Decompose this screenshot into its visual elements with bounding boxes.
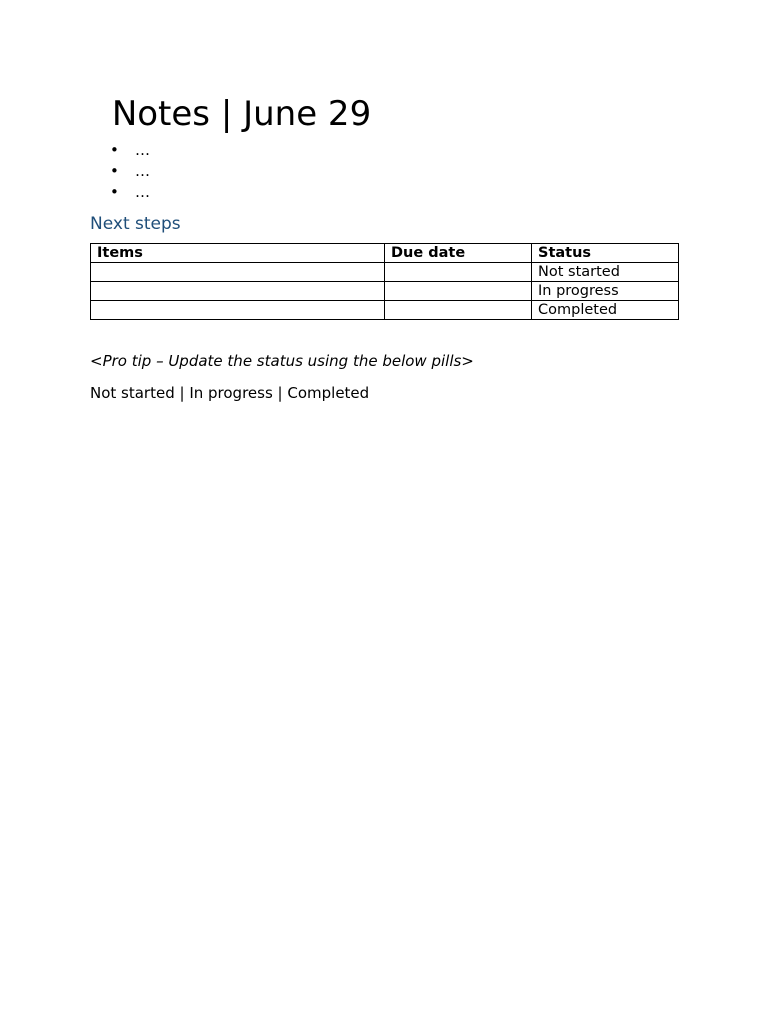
list-item-text: …: [135, 162, 150, 180]
item-cell[interactable]: [91, 301, 385, 320]
status-pills-line[interactable]: Not started | In progress | Completed: [90, 384, 370, 402]
column-header-due-date: Due date: [385, 244, 532, 263]
status-label: In progress: [538, 283, 619, 299]
status-label: Completed: [538, 302, 618, 318]
status-cell[interactable]: [532, 301, 679, 320]
pro-tip-text: <Pro tip – Update the status using the below pills>: [90, 352, 474, 370]
item-cell[interactable]: [91, 263, 385, 282]
due-date-cell[interactable]: [385, 282, 532, 301]
page-title-text: Notes | June 29: [111, 94, 372, 134]
bullet-list: [90, 140, 150, 203]
list-item-text: …: [135, 141, 150, 159]
bullet-icon: •: [110, 183, 119, 201]
next-steps-table: [90, 243, 679, 320]
table-row: [91, 301, 679, 320]
bullet-icon: •: [110, 141, 119, 159]
list-item-text: …: [135, 183, 150, 201]
section-heading: Next steps: [90, 214, 181, 234]
list-item[interactable]: [90, 182, 150, 203]
status-cell[interactable]: [532, 282, 679, 301]
column-header-status: Status: [532, 244, 679, 263]
due-date-cell[interactable]: [385, 263, 532, 282]
list-item[interactable]: [90, 140, 150, 161]
page-title: [101, 92, 371, 136]
bullet-icon: •: [110, 162, 119, 180]
status-label: Not started: [538, 264, 620, 280]
table-row: [91, 282, 679, 301]
table-header-row: [91, 244, 679, 263]
status-cell[interactable]: [532, 263, 679, 282]
list-item[interactable]: [90, 161, 150, 182]
due-date-cell[interactable]: [385, 301, 532, 320]
item-cell[interactable]: [91, 282, 385, 301]
column-header-items: Items: [91, 244, 385, 263]
table-row: [91, 263, 679, 282]
